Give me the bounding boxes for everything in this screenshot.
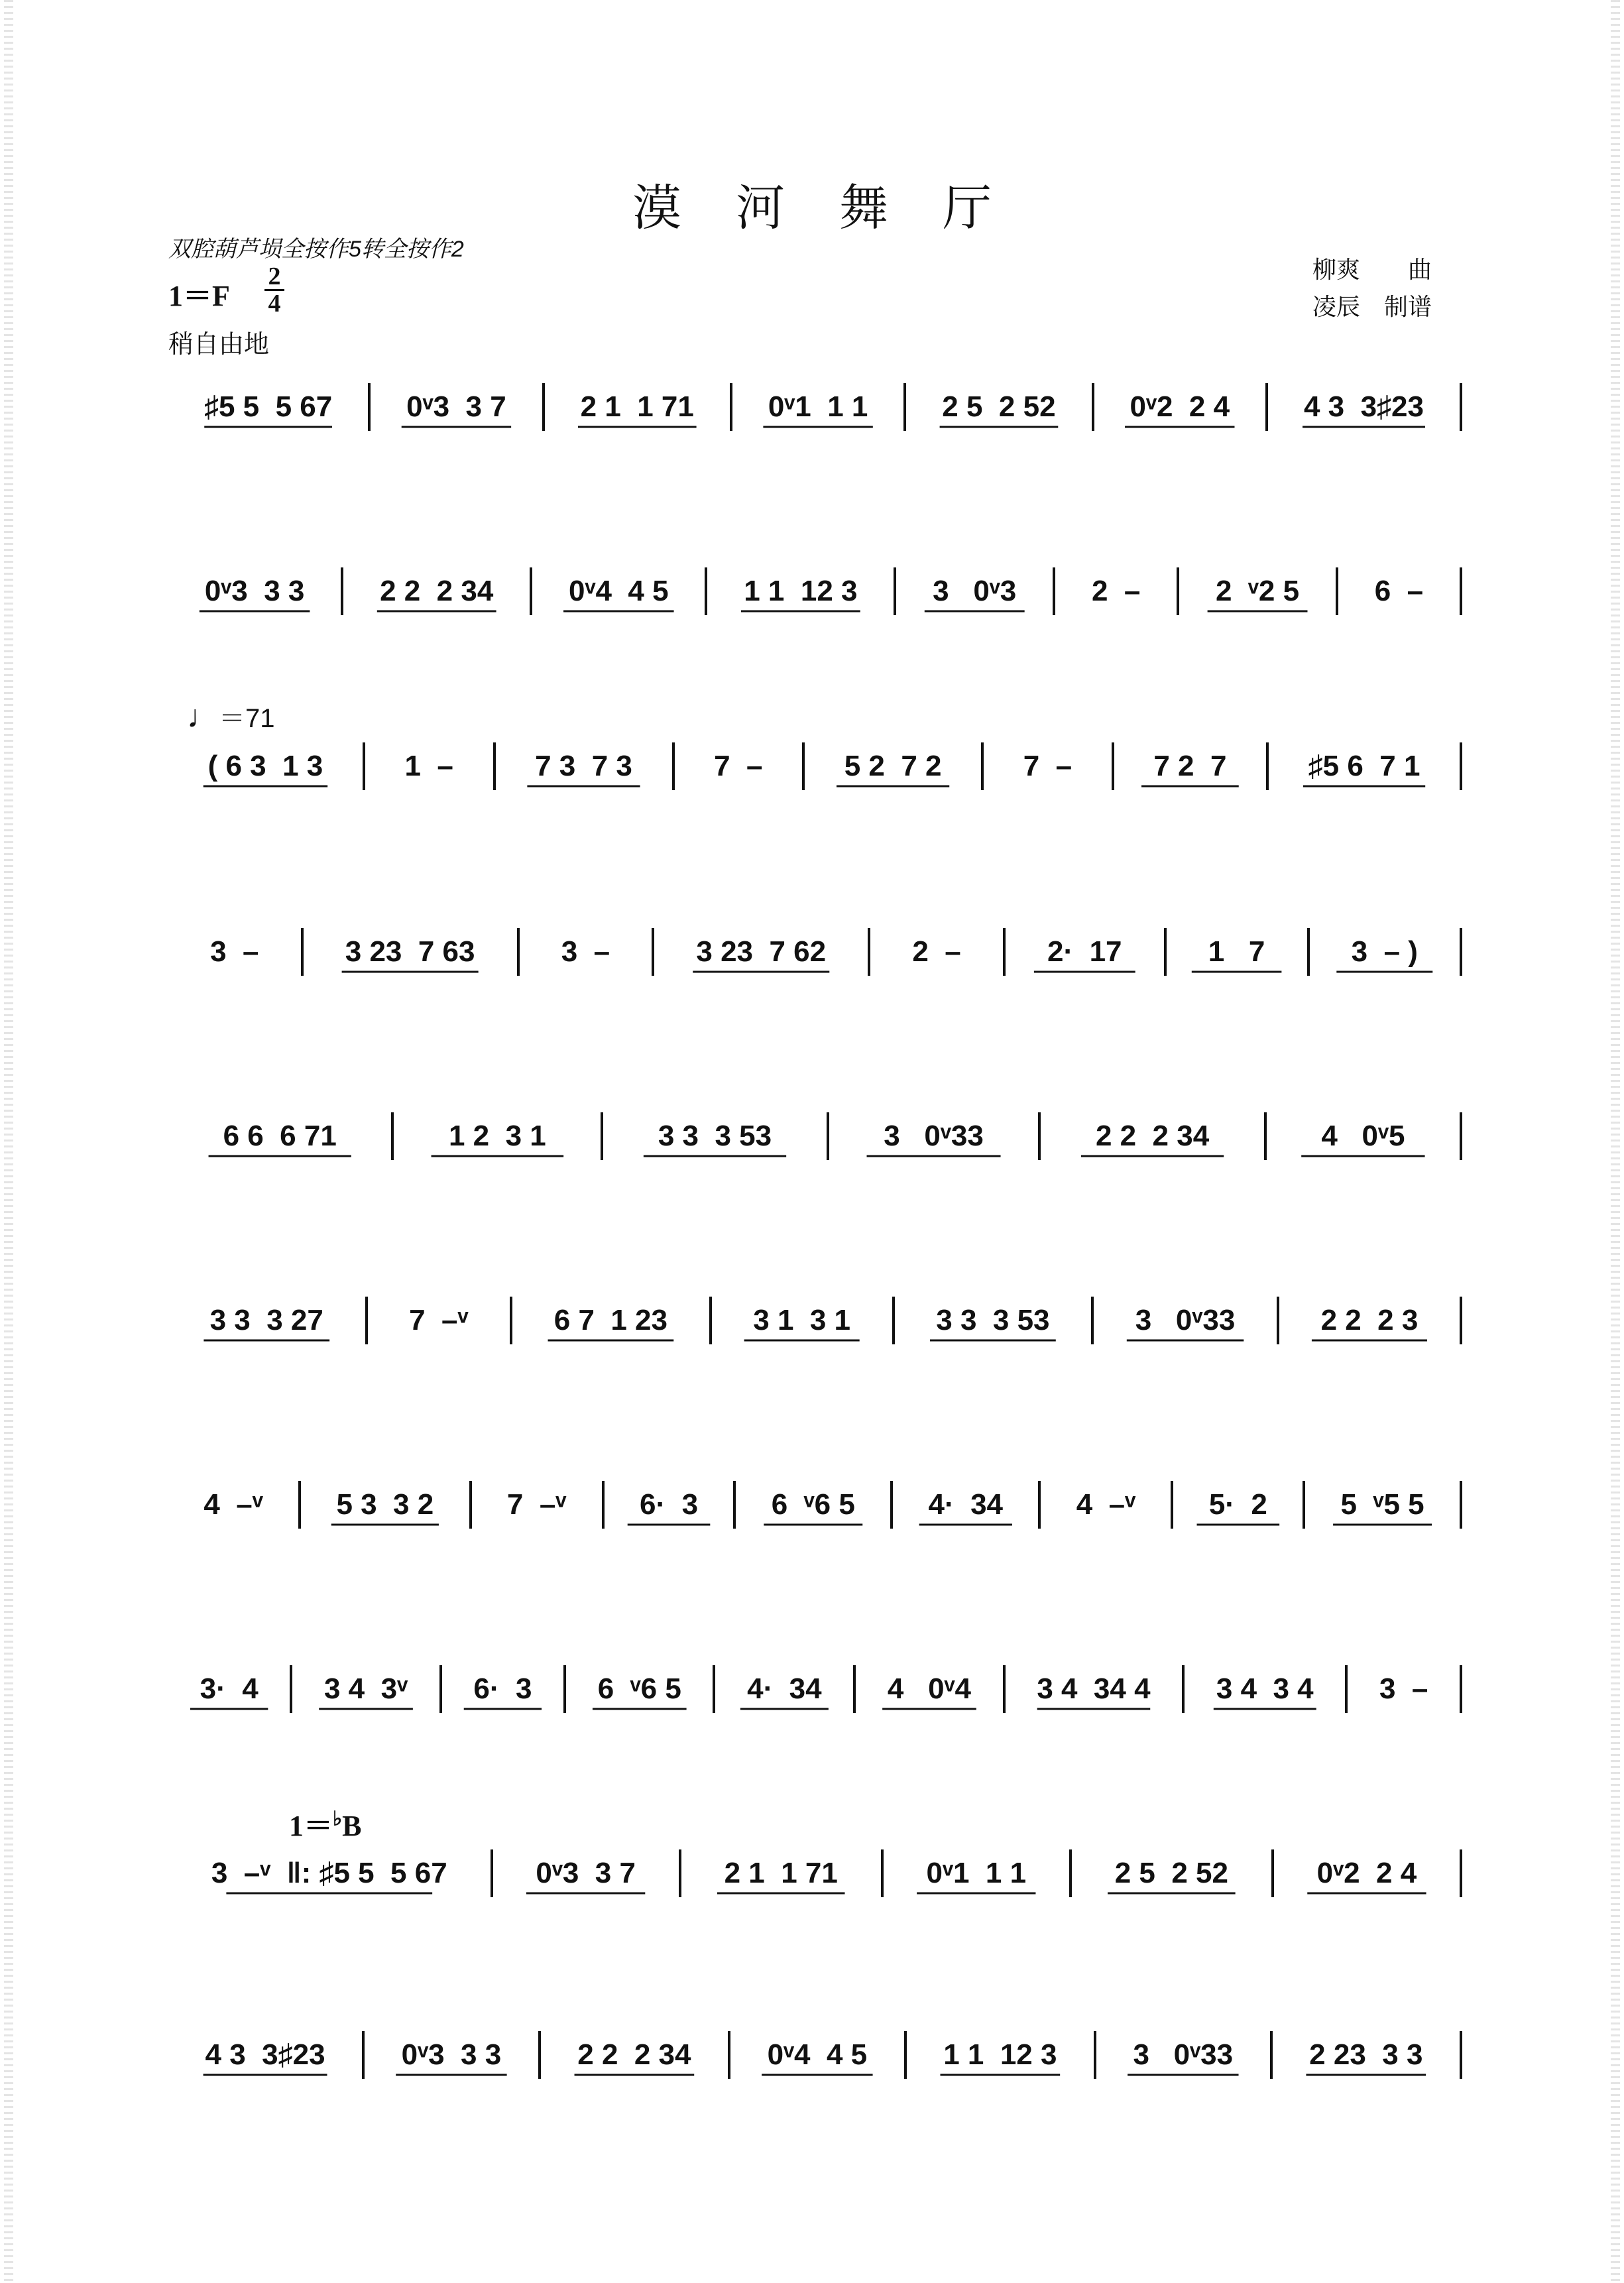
beam-layer — [168, 2027, 1462, 2093]
measure: 6 7 1 23 — [553, 1304, 668, 1336]
measure: 3 0ᵛ33 — [1133, 2038, 1234, 2071]
time-signature-top: 2 — [268, 263, 281, 290]
measure: 3 0ᵛ33 — [884, 1120, 984, 1152]
measure: 7 – — [714, 750, 763, 782]
score-row — [168, 932, 1462, 992]
measure: 2 2 2 34 — [577, 2038, 691, 2071]
measure: 4 3 3♯23 — [1303, 390, 1424, 423]
measure: 6 ᵛ6 5 — [597, 1672, 681, 1705]
measure: 3 3 3 27 — [209, 1304, 323, 1336]
measure: 3 – — [561, 935, 610, 968]
score-row — [168, 2035, 1462, 2095]
measure: 3 4 34 4 — [1037, 1672, 1151, 1705]
measure: 4 0ᵛ4 — [887, 1672, 972, 1705]
beam-layer — [168, 1108, 1462, 1175]
measure: 2 – — [912, 935, 961, 968]
measure: 6 – — [1374, 575, 1424, 607]
key-change — [289, 1802, 362, 1844]
tempo-text: 稍自由地 — [168, 331, 270, 359]
measure: 6 ᵛ6 5 — [771, 1488, 855, 1521]
beam-layer — [168, 1845, 1462, 1912]
measure: 0ᵛ1 1 1 — [768, 390, 868, 423]
score-row — [168, 746, 1462, 806]
score-row — [168, 1116, 1462, 1176]
time-signature — [261, 263, 288, 318]
measure: 3 0ᵛ3 — [933, 575, 1017, 607]
tempo-marking — [187, 697, 275, 735]
measure: 3 – ) — [1351, 935, 1418, 968]
quarter-note-icon: ♩ — [187, 699, 219, 734]
measure: 7 2 7 — [1153, 750, 1227, 782]
measure: 4 0ᵛ5 — [1321, 1120, 1405, 1152]
measure: 0ᵛ4 4 5 — [569, 575, 669, 607]
measure: 2 1 1 71 — [724, 1857, 838, 1889]
measure: 5· 2 — [1208, 1488, 1267, 1521]
measure: 2 2 2 34 — [380, 575, 494, 607]
measure: 4· 34 — [747, 1672, 822, 1705]
measure: 3 1 3 1 — [753, 1304, 851, 1336]
measure: 5 ᵛ5 5 — [1340, 1488, 1424, 1521]
measure: 2 1 1 71 — [580, 390, 694, 423]
key-signature: 1＝F — [168, 280, 230, 312]
flat-icon: ♭ — [333, 1808, 343, 1830]
measure: 5 3 3 2 — [336, 1488, 434, 1521]
score-row — [168, 1853, 1462, 1913]
score-row — [168, 1669, 1462, 1729]
measure: 4 3 3♯23 — [205, 2038, 325, 2071]
measure: 3 3 3 53 — [936, 1304, 1050, 1336]
measure: 2 23 3 3 — [1309, 2038, 1423, 2071]
measure: 1 7 — [1208, 935, 1265, 968]
measure: 6· 3 — [473, 1672, 532, 1705]
measure: 3 3 3 53 — [658, 1120, 772, 1152]
measure: 2 5 2 52 — [942, 390, 1056, 423]
measure: 3 23 7 62 — [696, 935, 827, 968]
time-signature-bottom: 4 — [268, 290, 281, 318]
measure: 0ᵛ2 2 4 — [1316, 1857, 1417, 1889]
measure: ( 6 3 1 3 — [207, 750, 323, 782]
measure: 1 2 3 1 — [448, 1120, 546, 1152]
score-row — [168, 1301, 1462, 1360]
measure: 7 – — [1023, 750, 1073, 782]
left-margin-decoration — [4, 0, 13, 2283]
measure: 0ᵛ3 3 7 — [536, 1857, 636, 1889]
measure: 1 1 12 3 — [943, 2038, 1057, 2071]
measure: 0ᵛ3 3 7 — [406, 390, 506, 423]
measure: 4· 34 — [928, 1488, 1004, 1521]
measure: 2 ᵛ2 5 — [1216, 575, 1300, 607]
measure: 4 –ᵛ — [1076, 1488, 1136, 1521]
measure: 6 6 6 71 — [223, 1120, 337, 1152]
measure: 3 –ᵛ ‖: ♯5 5 5 67 — [211, 1857, 447, 1889]
measure: 3 23 7 63 — [345, 935, 475, 968]
measure: 1 – — [404, 750, 453, 782]
measure: 2 2 2 3 — [1320, 1304, 1419, 1336]
measure: 3· 4 — [200, 1672, 259, 1705]
beam-layer — [168, 1477, 1462, 1543]
measure: 3 – — [1379, 1672, 1428, 1705]
measure: 0ᵛ4 4 5 — [767, 2038, 868, 2071]
score-row — [168, 387, 1462, 447]
measure: 2 2 2 34 — [1095, 1120, 1210, 1152]
tempo-value: ＝71 — [219, 704, 275, 733]
measure: 4 –ᵛ — [203, 1488, 263, 1521]
measure: 3 4 3ᵛ — [323, 1672, 408, 1705]
beam-layer — [168, 563, 1462, 630]
measure: 0ᵛ2 2 4 — [1130, 390, 1230, 423]
measure: 6· 3 — [640, 1488, 699, 1521]
measure: 2 5 2 52 — [1114, 1857, 1228, 1889]
key-change-note: B — [342, 1810, 362, 1842]
measure: ♯5 5 5 67 — [203, 390, 333, 423]
measure: 2· 17 — [1047, 935, 1122, 968]
beam-layer — [168, 738, 1462, 805]
measure: 2 – — [1091, 575, 1141, 607]
beam-layer — [168, 1293, 1462, 1359]
score-row — [168, 571, 1462, 631]
measure: 7 –ᵛ — [409, 1304, 469, 1336]
measure: 3 4 3 4 — [1216, 1672, 1314, 1705]
measure: 1 1 12 3 — [744, 575, 858, 607]
score-row — [168, 1485, 1462, 1545]
measure: 0ᵛ1 1 1 — [926, 1857, 1027, 1889]
score-title: 漠河舞厅 — [632, 180, 1046, 237]
measure: ♯5 6 7 1 — [1308, 750, 1421, 782]
measure: 5 2 7 2 — [844, 750, 942, 782]
arranger-credit: 凌辰 制谱 — [1312, 294, 1432, 321]
instrument-note: 双腔葫芦埙全按作5转全按作2 — [168, 237, 464, 262]
composer-credit: 柳爽 曲 — [1312, 257, 1432, 284]
credits — [1312, 252, 1432, 326]
beam-layer — [168, 379, 1462, 445]
beam-layer — [168, 924, 1462, 990]
measure: 3 – — [210, 935, 259, 968]
key-change-prefix: 1＝ — [289, 1810, 333, 1842]
right-margin-decoration — [1611, 0, 1620, 2283]
measure: 7 –ᵛ — [506, 1488, 567, 1521]
measure: 0ᵛ3 3 3 — [204, 575, 305, 607]
beam-layer — [168, 1661, 1462, 1727]
measure: 0ᵛ3 3 3 — [401, 2038, 502, 2071]
measure: 3 0ᵛ33 — [1135, 1304, 1236, 1336]
measure: 7 3 7 3 — [535, 750, 632, 782]
